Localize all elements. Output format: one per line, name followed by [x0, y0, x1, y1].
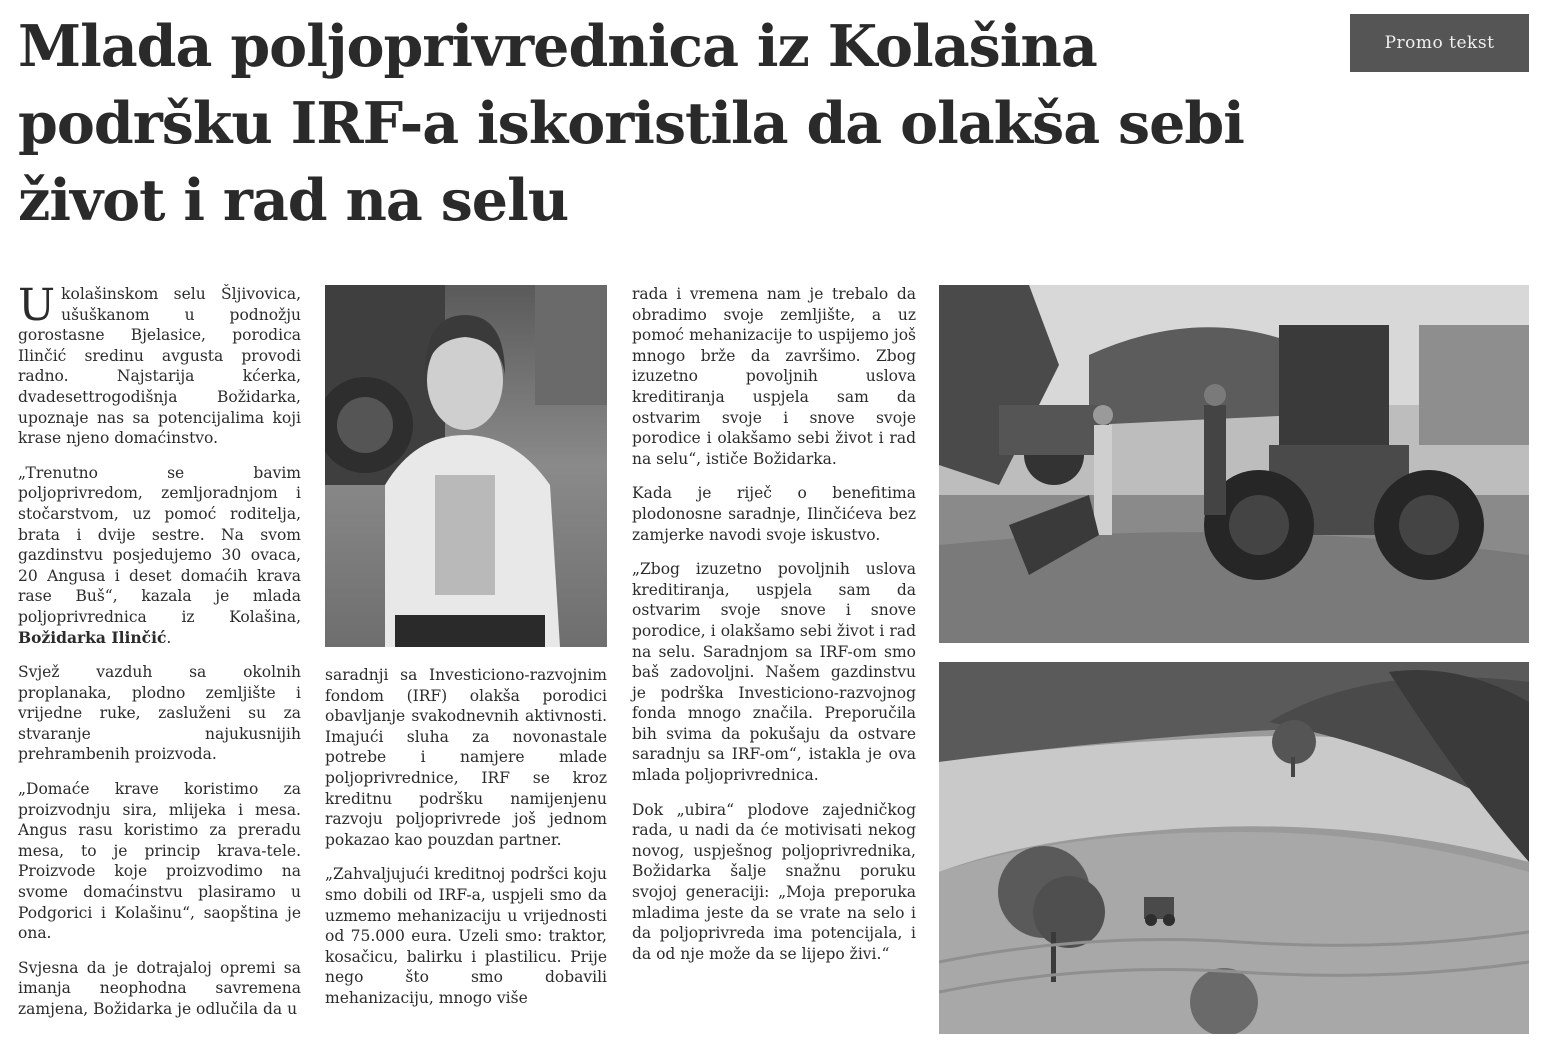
paragraph-intro: [18, 280, 301, 449]
paragraph-quote-2: „Domaće krave koristimo za proizvodnju sira, mlijeka i mesa. Angus rasu koristimo za preradu mesa, to je princip krava-tele. Proizvode koje proizvodimo na svome domaćinstvu plasiramo u Podgorici i Kolašinu“, saopština je ona.: [18, 780, 301, 943]
drop-cap: U: [18, 280, 56, 331]
paragraph-8: Kada je riječ o benefitima plodonosne saradnje, Ilinčićeva bez zamjerke navodi svoje iskustvo.: [632, 484, 916, 544]
person-name: Božidarka Ilinčić: [18, 627, 167, 647]
article-column-2: [325, 665, 607, 1009]
portrait-photo: [325, 285, 607, 647]
landscape-photo: [939, 662, 1529, 1034]
paragraph-5: Svjesna da je dotrajaloj opremi sa imanja neophodna savremena zamjena, Božidarka je odlučila da u: [18, 958, 301, 1018]
article-column-3: [632, 284, 916, 964]
promo-badge: [1350, 14, 1529, 72]
paragraph-3: Svjež vazduh sa okolnih proplanaka, plodno zemljište i vrijedne ruke, zasluženi su za stvaranje najukusnijih prehrambenih proizvoda.: [18, 663, 301, 764]
quote-1-end: .: [166, 628, 172, 647]
quote-1-text: „Trenutno se bavim poljoprivredom, zemljoradnjom i stočarstvom, uz pomoć roditelja, brata i dvije sestre. Na svom gazdinstvu posjedujemo 30 ovaca, 20 Angusa i deset domaćih krava rase Buš“, kazala je mlada poljoprivrednica iz Kolašina,: [18, 463, 301, 626]
paragraph-quote-4: „Zbog izuzetno povoljnih uslova kreditiranja, uspjela sam da ostvarim svoje snove i snove porodice, i olakšamo sebi život i rad na selu. Saradnjom sa IRF-om smo baš zadovoljni. Našem gazdinstvu je podrška Investiciono-razvojnog fonda mnogo značila. Preporučila bih svima da pokušaju da ostvare saradnju sa IRF-om“, istakla je ova mlada poljoprivrednica.: [632, 560, 916, 785]
intro-text: kolašinskom selu Šljivovica, ušuškanom u podnožju gorostasne Bjelasice, porodica Ilinčić sredinu avgusta provodi radno. Najstarija kćerka, dvadesettrogodišnja Božidarka, upoznaje nas sa potencijalima koji krase njeno domaćinstvo.: [18, 285, 301, 448]
paragraph-quote-5: Dok „ubira“ plodove zajedničkog rada, u nadi da će motivisati nekog novog, uspješnog poljoprivrednika, Božidarka šalje snažnu poruku svojoj generaciji: „Moja preporuka mladima jeste da se vrate na selo i da poljoprivreda ima potencijala, i da od nje može da se lijepo živi.“: [632, 800, 916, 963]
paragraph-6: saradnji sa Investiciono-razvojnim fondom (IRF) olakša porodici obavljanje svakodnevnih aktivnosti. Imajući sluha za novonastale potrebe i namjere mlade poljoprivrednice, IRF se kroz kreditnu podršku namijenjenu razvoju poljoprivrede još jednom pokazao kao pouzdan partner.: [325, 666, 607, 849]
promo-badge-label: Promo tekst: [1384, 33, 1495, 53]
article-column-1: [18, 280, 301, 1020]
paragraph-7: rada i vremena nam je trebalo da obradimo svoje zemljište, a uz pomoć mehanizacije to uspijemo još mnogo brže da završimo. Zbog izuzetno povoljnih uslova kreditiranja uspjela sam da ostvarim svoje i snove svoje porodice i olakšamo sebi život i rad na selu“, ističe Božidarka.: [632, 285, 916, 468]
paragraph-quote-1: [18, 463, 301, 648]
article-headline: Mlada poljoprivrednica iz Kolašina podršku IRF-a iskoristila da olakša sebi život i rad na selu: [18, 13, 1244, 234]
tractor-photo: [939, 285, 1529, 643]
paragraph-quote-3: „Zahvaljujući kreditnoj podršci koju smo dobili od IRF-a, uspjeli smo da uzmemo mehanizaciju u vrijednosti od 75.000 eura. Uzeli smo: traktor, kosačicu, balirku i plastilicu. Prije nego što smo dobavili mehanizaciju, mnogo više: [325, 865, 607, 1007]
